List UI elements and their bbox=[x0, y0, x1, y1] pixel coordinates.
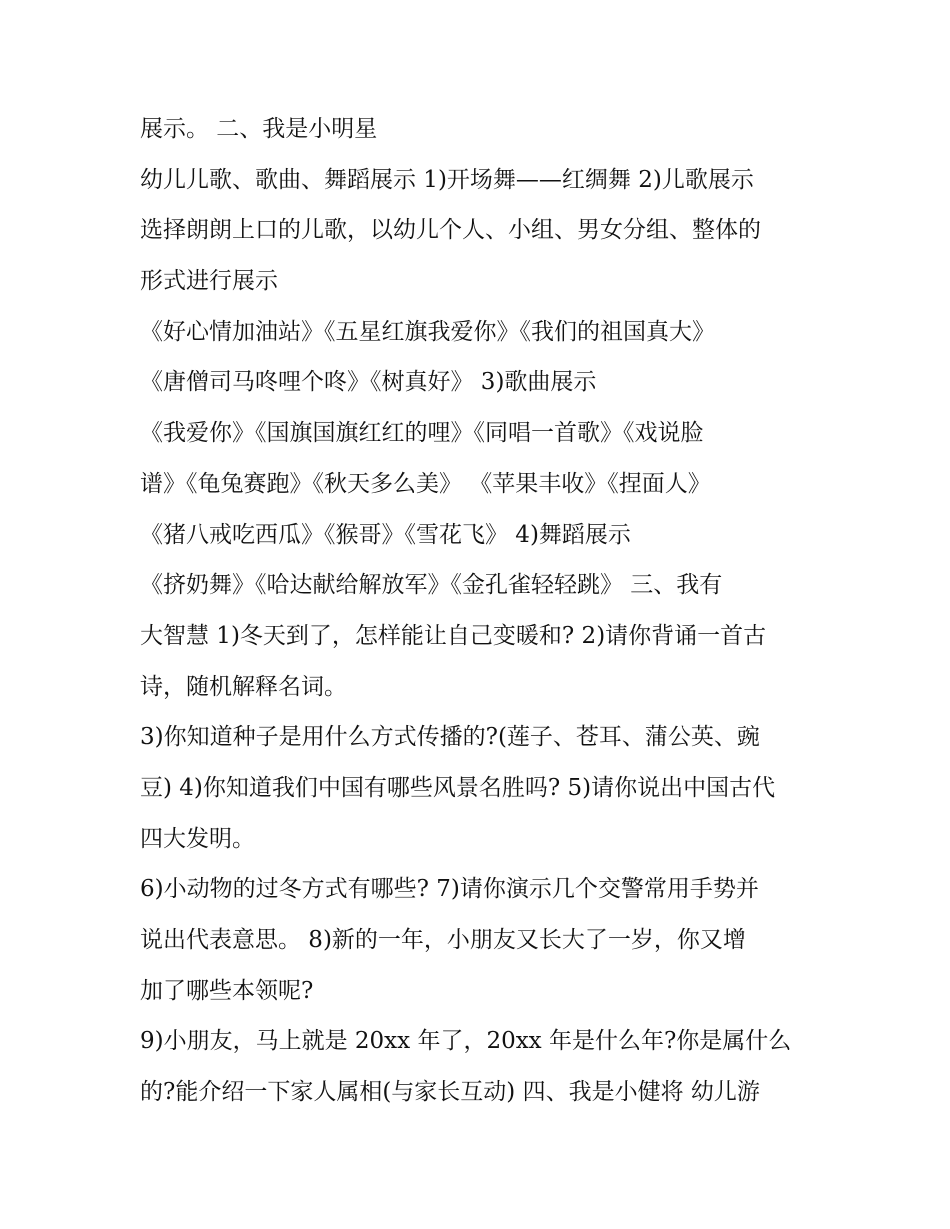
text-line: 的?能介绍一下家人属相(与家长互动) 四、我是小健将 幼儿游 bbox=[140, 1079, 760, 1106]
document-body bbox=[140, 104, 830, 1118]
text-line: 《唐僧司马咚哩个咚》《树真好》 3)歌曲展示 bbox=[140, 369, 597, 396]
text-line: 诗，随机解释名词。 bbox=[140, 673, 347, 700]
text-line: 谱》《龟兔赛跑》《秋天多么美》 《苹果丰收》《捏面人》 bbox=[140, 470, 711, 497]
text-line: 形式进行展示 bbox=[140, 268, 278, 295]
text-line: 四大发明。 bbox=[140, 825, 255, 852]
text-line: 《猪八戒吃西瓜》《猴哥》《雪花飞》 4)舞蹈展示 bbox=[140, 521, 631, 548]
text-line: 6)小动物的过冬方式有哪些? 7)请你演示几个交警常用手势并 bbox=[140, 876, 759, 903]
text-line: 展示。 二、我是小明星 bbox=[140, 116, 378, 142]
text-line: 豆) 4)你知道我们中国有哪些风景名胜吗? 5)请你说出中国古代 bbox=[140, 774, 776, 801]
text-line: 9)小朋友，马上就是 20xx 年了，20xx 年是什么年?你是属什么 bbox=[140, 1028, 792, 1055]
text-line: 《挤奶舞》《哈达献给解放军》《金孔雀轻轻跳》 三、我有 bbox=[140, 572, 723, 599]
text-line: 大智慧 1)冬天到了，怎样能让自己变暖和? 2)请你背诵一首古 bbox=[140, 622, 767, 649]
text-line: 说出代表意思。 8)新的一年，小朋友又长大了一岁，你又增 bbox=[140, 927, 746, 953]
text-line: 选择朗朗上口的儿歌，以幼儿个人、小组、男女分组、整体的 bbox=[140, 217, 761, 244]
text-line: 3)你知道种子是用什么方式传播的?(莲子、苍耳、蒲公英、豌 bbox=[140, 724, 760, 751]
text-line: 《我爱你》《国旗国旗红红的哩》《同唱一首歌》《戏说脸 bbox=[140, 420, 704, 447]
text-line: 幼儿儿歌、歌曲、舞蹈展示 1)开场舞——红绸舞 2)儿歌展示 bbox=[140, 166, 754, 193]
text-line: 《好心情加油站》《五星红旗我爱你》《我们的祖国真大》 bbox=[140, 318, 715, 345]
text-line: 加了哪些本领呢? bbox=[140, 977, 314, 1004]
